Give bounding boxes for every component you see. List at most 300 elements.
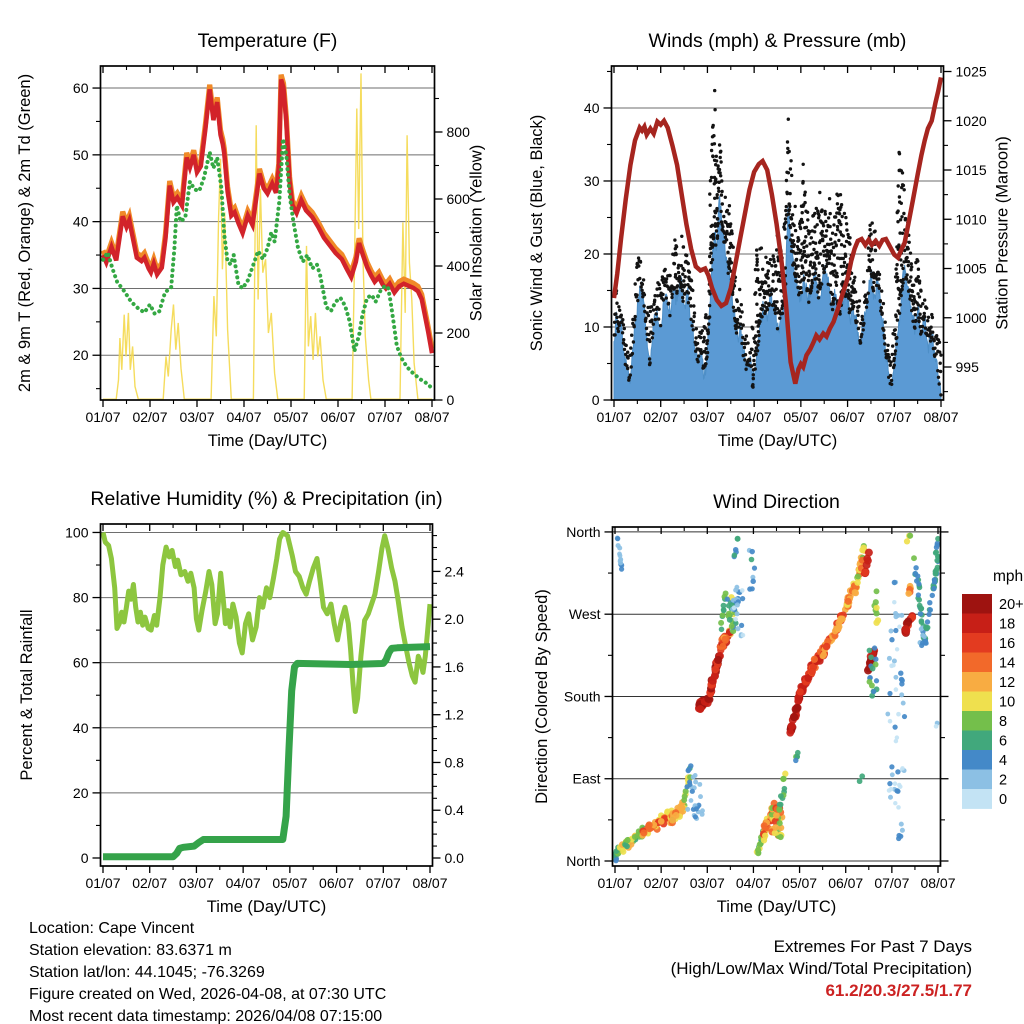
gust-dot [704, 347, 707, 350]
direction-dot [778, 802, 784, 808]
direction-dot [899, 822, 904, 827]
direction-dot [693, 780, 698, 785]
gust-dot [904, 217, 907, 220]
gust-dot [901, 281, 904, 284]
gust-dot [886, 349, 889, 352]
gust-dot [907, 264, 910, 267]
direction-dot [618, 557, 623, 562]
gust-dot [767, 276, 770, 279]
gust-dot [827, 262, 830, 265]
gust-dot [768, 302, 771, 305]
direction-dot [868, 654, 874, 660]
direction-dot [691, 775, 696, 780]
gust-dot [683, 283, 686, 286]
gust-dot [763, 296, 766, 299]
gust-dot [938, 350, 941, 353]
gust-dot [622, 323, 625, 326]
gust-dot [758, 293, 761, 296]
gust-dot [757, 281, 760, 284]
gust-dot [918, 295, 921, 298]
x-tick-label: 01/07 [85, 875, 121, 891]
gust-dot [661, 293, 664, 296]
colorbar-block [962, 789, 992, 809]
direction-dot [926, 612, 931, 617]
gust-dot [715, 155, 718, 158]
gust-dot [687, 262, 690, 265]
direction-dot [892, 658, 897, 663]
gust-dot [738, 288, 741, 291]
gust-dot [893, 352, 896, 355]
gust-dot [878, 287, 881, 290]
gust-dot [756, 268, 759, 271]
direction-dot [895, 769, 900, 774]
gust-dot [709, 179, 712, 182]
gust-dot [814, 242, 817, 245]
gust-dot [743, 338, 746, 341]
gust-dot [854, 290, 857, 293]
direction-dot [646, 821, 653, 828]
gust-dot [919, 289, 922, 292]
direction-dot [845, 598, 852, 605]
gust-dot [715, 209, 718, 212]
gust-dot [783, 227, 786, 230]
gust-dot [905, 273, 908, 276]
gust-dot [902, 184, 905, 187]
direction-dot [681, 797, 687, 803]
gust-dot [889, 374, 892, 377]
direction-dot [823, 643, 831, 651]
gust-dot [856, 309, 859, 312]
gust-dot [790, 233, 793, 236]
series-solar-insolation [103, 73, 432, 399]
gust-dot [755, 254, 758, 257]
gust-dot [817, 278, 820, 281]
gust-dot [617, 330, 620, 333]
direction-dot [693, 814, 698, 819]
gust-dot [814, 267, 817, 270]
y-left-tick-label: 20 [583, 245, 600, 262]
direction-dot [684, 784, 689, 789]
gust-dot [931, 331, 934, 334]
gust-dot [868, 228, 871, 231]
gust-dot [681, 273, 684, 276]
colorbar-block [962, 711, 992, 731]
gust-dot [630, 334, 633, 337]
gust-dot [853, 276, 856, 279]
gust-dot [711, 224, 714, 227]
direction-dot [899, 613, 904, 618]
gust-dot [852, 279, 855, 282]
gust-dot [721, 202, 724, 205]
gust-dot [711, 155, 714, 158]
direction-dot [778, 793, 784, 799]
gust-dot [622, 338, 625, 341]
gust-dot [708, 292, 711, 295]
direction-dot [902, 714, 907, 719]
gust-dot [867, 246, 870, 249]
gust-dot [714, 181, 717, 184]
gust-dot [909, 252, 912, 255]
x-tick-label: 08/07 [412, 875, 448, 891]
gust-dot [821, 230, 824, 233]
gust-dot [827, 216, 830, 219]
gust-dot [840, 243, 843, 246]
direction-dot [897, 625, 902, 630]
extremes-title: Extremes For Past 7 Days [773, 937, 972, 956]
axis-ticks [93, 66, 443, 407]
gust-dot [722, 215, 725, 218]
gust-dot [677, 271, 680, 274]
gust-dot [665, 277, 668, 280]
direction-dot [887, 691, 892, 696]
gust-dot [713, 89, 716, 92]
gust-dot [712, 236, 715, 239]
gust-dot [819, 285, 822, 288]
gust-dot [772, 254, 775, 257]
gust-dot [895, 343, 898, 346]
gust-dot [752, 359, 755, 362]
direction-dot [930, 593, 935, 598]
direction-dot [895, 647, 899, 651]
direction-dot [874, 588, 880, 594]
gust-dot [617, 305, 620, 308]
gust-dot [803, 240, 806, 243]
gust-dot [768, 262, 771, 265]
gust-dot [897, 184, 900, 187]
gust-dot [789, 167, 792, 170]
gust-dot [729, 222, 732, 225]
gust-dot [726, 209, 729, 212]
gust-dot [708, 304, 711, 307]
gust-dot [929, 326, 932, 329]
gust-dot [708, 255, 711, 258]
direction-dot [893, 675, 898, 680]
x-tick-label: 06/07 [830, 409, 866, 425]
station-info [29, 918, 386, 1024]
gust-dot [939, 353, 942, 356]
gust-dot [869, 232, 872, 235]
gust-dot [902, 212, 905, 215]
direction-dot [918, 611, 923, 616]
gust-dot [625, 344, 628, 347]
gust-dot [764, 256, 767, 259]
gust-dot [891, 344, 894, 347]
y-left-tick-label: 40 [72, 719, 89, 736]
gust-dot [716, 193, 719, 196]
y-left-tick-label: 30 [583, 172, 600, 189]
gust-dot [648, 357, 651, 360]
gust-dot [676, 284, 679, 287]
gust-dot [884, 321, 887, 324]
gust-dot [757, 334, 760, 337]
gust-dot [846, 233, 849, 236]
direction-dot [905, 590, 912, 597]
y-right-tick-label: 1025 [955, 63, 987, 80]
y-left-tick-label: 10 [583, 318, 600, 335]
gust-dot [867, 254, 870, 257]
direction-dot [892, 724, 897, 729]
recent-data-timestamp: Most recent data timestamp: 2026/04/08 07:15:00 [29, 1008, 383, 1024]
gust-dot [694, 336, 697, 339]
gust-dot [836, 225, 839, 228]
gust-dot [895, 263, 898, 266]
gust-dot [792, 239, 795, 242]
direction-dot [933, 570, 939, 576]
direction-dot [632, 834, 638, 840]
colorbar-block [962, 633, 992, 653]
gust-dot [649, 310, 652, 313]
gust-dot [905, 277, 908, 280]
gust-dot [647, 314, 650, 317]
gust-dot [834, 215, 837, 218]
x-tick-label: 07/07 [365, 875, 401, 891]
gust-dot [719, 150, 722, 153]
gust-dot [871, 258, 874, 261]
gust-dot [776, 327, 779, 330]
gust-dot [845, 228, 848, 231]
y-left-axis-label-humidity: Percent & Total Rainfall [18, 609, 36, 781]
gust-dot [739, 315, 742, 318]
gust-dot [785, 205, 788, 208]
gust-dot [645, 327, 648, 330]
gust-dot [668, 274, 671, 277]
gust-dot [883, 336, 886, 339]
gust-dot [889, 364, 892, 367]
gust-dot [855, 320, 858, 323]
gust-dot [613, 321, 616, 324]
direction-dot [786, 729, 794, 737]
colorbar-label: 10 [999, 694, 1016, 711]
gust-dot [818, 191, 821, 194]
gust-dot [719, 174, 722, 177]
gust-dot [648, 361, 651, 364]
gust-dot [833, 297, 836, 300]
gust-dot [840, 203, 843, 206]
direction-dot [747, 586, 752, 591]
gust-dot [806, 218, 809, 221]
gust-dot [931, 316, 934, 319]
x-tick-label: 07/07 [367, 409, 403, 425]
gust-dot [712, 233, 715, 236]
gust-dot [704, 362, 707, 365]
gust-dot [755, 263, 758, 266]
gust-dot [710, 268, 713, 271]
gust-dot [848, 236, 851, 239]
x-tick-label: 08/07 [920, 875, 956, 891]
gust-dot [687, 301, 690, 304]
direction-dot [919, 619, 925, 625]
y-right-axis-label-temperature: Solar Insolation (Yellow) [467, 144, 486, 322]
colorbar-block [962, 672, 992, 692]
y-left-tick-label: West [568, 606, 601, 623]
gust-dot [939, 362, 942, 365]
gust-dot [843, 245, 846, 248]
series-relative-humidity [103, 533, 430, 712]
direction-dot [772, 830, 778, 836]
gust-dot [822, 271, 825, 274]
gust-dot [678, 277, 681, 280]
gust-dot [756, 343, 759, 346]
gust-dot [901, 171, 904, 174]
direction-dot [890, 772, 895, 777]
y-left-tick-label: East [572, 770, 601, 787]
gust-dot [818, 261, 821, 264]
x-tick-label: 02/07 [132, 875, 168, 891]
gust-dot [901, 285, 904, 288]
gust-dot [900, 288, 903, 291]
gust-dot [703, 339, 706, 342]
colorbar-title: mph [993, 568, 1024, 585]
gust-dot [939, 393, 942, 396]
gust-dot [618, 324, 621, 327]
direction-dot [889, 637, 894, 642]
gust-dot [910, 265, 913, 268]
direction-dot [913, 565, 918, 570]
gust-dot [675, 245, 678, 248]
gust-dot [888, 356, 891, 359]
gust-dot [629, 373, 632, 376]
gust-dot [713, 142, 716, 145]
chart-title-direction: Wind Direction [713, 491, 840, 513]
gust-dot [843, 212, 846, 215]
gust-dot [756, 257, 759, 260]
gust-dot [910, 262, 913, 265]
gust-dot [923, 315, 926, 318]
direction-dot [895, 735, 899, 739]
gust-dot [736, 300, 739, 303]
gust-dot [844, 216, 847, 219]
gust-dot [804, 235, 807, 238]
gust-dot [816, 290, 819, 293]
colorbar-block [962, 731, 992, 751]
gust-dot [754, 353, 757, 356]
gust-dot [862, 328, 865, 331]
direction-dot [896, 805, 901, 810]
direction-dot [900, 828, 905, 833]
x-tick-label: 05/07 [783, 409, 819, 425]
direction-dot [697, 782, 702, 787]
chart-title-humidity: Relative Humidity (%) & Precipitation (in) [90, 488, 443, 510]
gust-dot [730, 261, 733, 264]
plot-frame [101, 66, 435, 400]
direction-dot [772, 824, 779, 831]
x-tick-label: 06/07 [319, 875, 355, 891]
gust-dot [786, 140, 789, 143]
gust-dot [689, 297, 692, 300]
gust-dot [767, 269, 770, 272]
gust-dot [886, 344, 889, 347]
direction-dot [873, 605, 879, 611]
gust-dot [620, 314, 623, 317]
gust-dot [692, 328, 695, 331]
gust-dot [727, 212, 730, 215]
direction-dot [871, 689, 876, 694]
gust-dot [716, 234, 719, 237]
gust-dot [902, 278, 905, 281]
direction-dot [700, 812, 705, 817]
y-right-tick-label: 1015 [955, 162, 987, 179]
y-right-tick-label: 995 [955, 359, 979, 376]
gust-dot [613, 333, 616, 336]
gust-dot [848, 242, 851, 245]
gust-dot [799, 227, 802, 230]
gust-dot [716, 164, 719, 167]
direction-dot [808, 668, 816, 676]
direction-dot [719, 643, 726, 650]
station-elevation: Station elevation: 83.6371 m [29, 942, 232, 959]
gust-dot [636, 299, 639, 302]
gust-dot [792, 224, 795, 227]
extremes-summary [671, 936, 972, 1002]
direction-dot [863, 561, 871, 569]
gust-dot [820, 282, 823, 285]
gust-dot [817, 274, 820, 277]
direction-dot [914, 578, 919, 583]
gust-dot [817, 214, 820, 217]
gust-dot [807, 254, 810, 257]
gust-dot [903, 188, 906, 191]
axis-ticks [93, 524, 441, 873]
gust-dot [635, 293, 638, 296]
gust-dot [830, 242, 833, 245]
gust-dot [664, 268, 667, 271]
direction-dot [673, 812, 680, 819]
y-left-tick-label: 30 [72, 280, 89, 297]
gust-dot [901, 267, 904, 270]
gust-dot [618, 309, 621, 312]
direction-dot [888, 795, 893, 800]
x-tick-label: 05/07 [782, 875, 818, 891]
gust-dot [787, 171, 790, 174]
gust-dot [632, 340, 635, 343]
x-tick-label: 02/07 [643, 875, 679, 891]
direction-dot [793, 758, 798, 763]
gust-dot [908, 279, 911, 282]
direction-dot [788, 722, 796, 730]
direction-dot [922, 634, 927, 639]
direction-dot [740, 596, 745, 601]
gust-dot [784, 217, 787, 220]
gust-dot [720, 190, 723, 193]
gust-dot [740, 327, 743, 330]
gust-dot [719, 210, 722, 213]
direction-dot [916, 592, 921, 597]
x-tick-label: 08/07 [414, 409, 450, 425]
gust-dot [821, 237, 824, 240]
gust-dot [640, 289, 643, 292]
gust-dot [896, 209, 899, 212]
gust-dot [634, 315, 637, 318]
gust-dot [710, 261, 713, 264]
x-tick-label: 01/07 [597, 875, 633, 891]
direction-dot [689, 798, 694, 803]
series-wind-direction-dots [612, 533, 941, 864]
plot-frame [101, 524, 433, 866]
gust-dot [883, 342, 886, 345]
gust-dot [807, 301, 810, 304]
gust-dot [710, 176, 713, 179]
gust-dot [898, 152, 901, 155]
gust-dot [918, 313, 921, 316]
gust-dot [877, 277, 880, 280]
gust-dot [755, 248, 758, 251]
gust-dot [799, 249, 802, 252]
gust-dot [861, 318, 864, 321]
gust-dot [664, 280, 667, 283]
direction-dot [891, 663, 896, 668]
direction-dot [934, 545, 939, 550]
y-left-tick-label: 100 [65, 524, 89, 541]
